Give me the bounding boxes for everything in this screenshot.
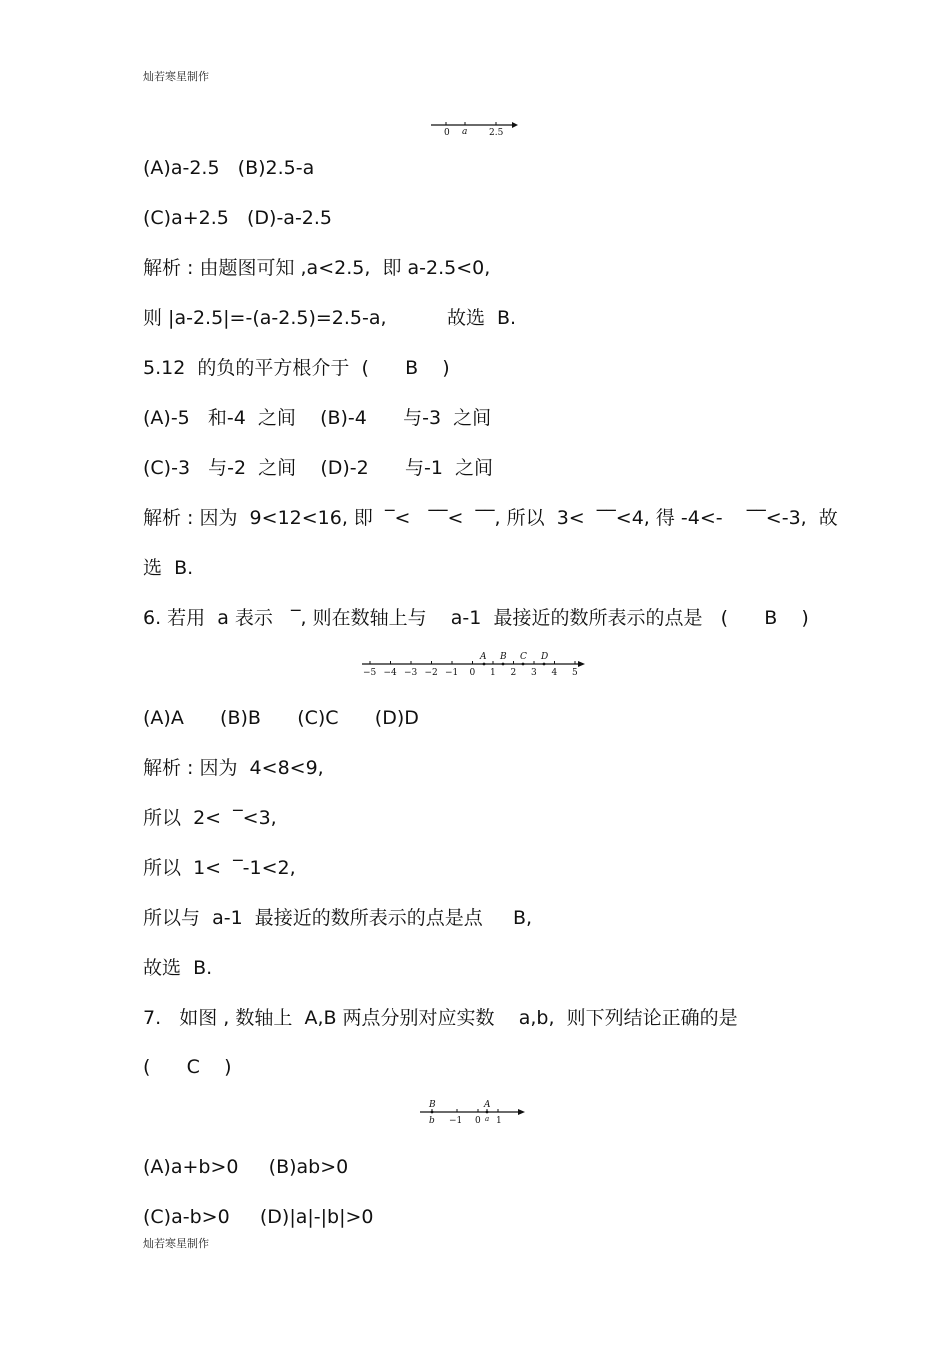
q5-options-ab: (A)-5 和-4 之间 (B)-4 与-3 之间: [143, 407, 492, 429]
fig1-label-0: 0: [444, 128, 450, 138]
fig2-tick-neg3: −3: [404, 668, 418, 678]
fig2-tick-1: 1: [490, 668, 496, 678]
q5-analysis-2: 选 B.: [143, 557, 194, 579]
fig3-label-b: b: [429, 1116, 435, 1126]
number-line-figure-3: [418, 1097, 528, 1127]
fig2-tick-5: 5: [572, 668, 578, 678]
q4-options-ab: (A)a-2.5 (B)2.5-a: [143, 157, 315, 179]
q7-options-ab: (A)a+b>0 (B)ab>0: [143, 1156, 349, 1178]
q6-analysis-2: 所以 2< ‾<3,: [143, 807, 277, 829]
q6-analysis-1: 解析 : 因为 4<8<9,: [143, 757, 324, 779]
fig3-point-b: B: [429, 1100, 436, 1110]
q5-options-cd: (C)-3 与-2 之间 (D)-2 与-1 之间: [143, 457, 493, 479]
fig1-label-a: a: [462, 127, 468, 137]
fig2-tick-neg2: −2: [424, 668, 438, 678]
q5-analysis-1: 解析 : 因为 9<12<16, 即 ‾< ‾‾< ‾‾, 所以 3< ‾‾<4, 得 -4<- ‾‾<-3, 故: [143, 507, 838, 529]
q4-options-cd: (C)a+2.5 (D)-a-2.5: [143, 207, 333, 229]
q6-analysis-4: 所以与 a-1 最接近的数所表示的点是点 B,: [143, 907, 533, 929]
fig2-tick-0: 0: [469, 668, 476, 678]
header-watermark: 灿若寒星制作: [143, 70, 209, 83]
fig2-tick-neg1: −1: [445, 668, 459, 678]
fig3-label-1: 1: [496, 1116, 502, 1126]
q4-analysis-2: 则 |a-2.5|=-(a-2.5)=2.5-a, 故选 B.: [143, 307, 517, 329]
fig3-point-a: A: [484, 1100, 491, 1110]
fig3-label-neg1: −1: [449, 1116, 463, 1126]
q7-answer: ( C ): [143, 1056, 232, 1078]
fig2-point-b: B: [500, 652, 507, 662]
q6-options: (A)A (B)B (C)C (D)D: [143, 707, 419, 729]
q4-analysis-1: 解析 : 由题图可知 ,a<2.5, 即 a-2.5<0,: [143, 257, 491, 279]
q7-options-cd: (C)a-b>0 (D)|a|-|b|>0: [143, 1206, 374, 1228]
fig1-label-2-5: 2.5: [489, 128, 504, 138]
q6-analysis-3: 所以 1< ‾-1<2,: [143, 857, 296, 879]
q6-analysis-5: 故选 B.: [143, 957, 213, 979]
fig3-label-a: a: [485, 1115, 490, 1123]
footer-watermark: 灿若寒星制作: [143, 1237, 209, 1250]
fig2-tick-3: 3: [531, 668, 537, 678]
number-line-figure-1: [428, 118, 520, 138]
fig3-label-0: 0: [475, 1116, 481, 1126]
number-line-figure-2: [360, 648, 590, 678]
fig2-point-c: C: [520, 652, 527, 662]
q6-question: 6. 若用 a 表示 ‾, 则在数轴上与 a-1 最接近的数所表示的点是 ( B ): [143, 607, 809, 629]
q5-question: 5.12 的负的平方根介于 ( B ): [143, 357, 450, 379]
fig2-tick-neg5: −5: [363, 668, 377, 678]
q7-question: 7. 如图 , 数轴上 A,B 两点分别对应实数 a,b, 则下列结论正确的是: [143, 1007, 738, 1029]
fig2-tick-2: 2: [510, 668, 517, 678]
fig2-tick-neg4: −4: [383, 668, 397, 678]
fig2-point-d: D: [541, 652, 549, 662]
fig2-point-a: A: [480, 652, 487, 662]
fig2-tick-4: 4: [551, 668, 558, 678]
